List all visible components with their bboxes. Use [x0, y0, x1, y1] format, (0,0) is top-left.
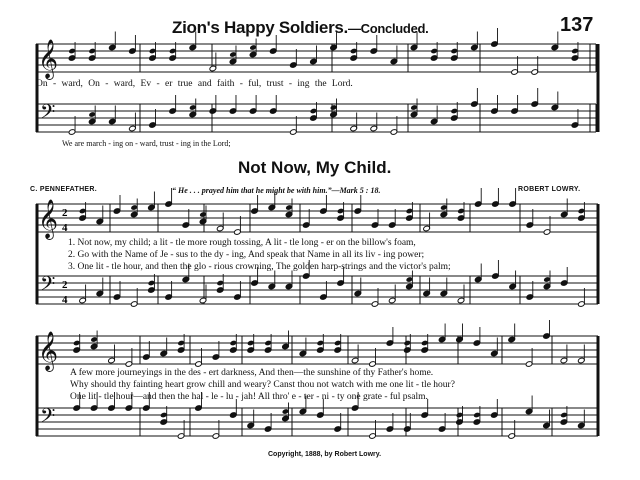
bass-clef: 𝄢 — [40, 272, 56, 300]
treble-clef: 𝄞 — [38, 39, 59, 79]
bass-clef: 𝄢 — [40, 100, 56, 128]
time-signature-top: 2 — [62, 279, 68, 291]
hymn2-verse3-line1: 3. One lit - tle hour, and then the glo - rious crowning, The golden harp-strings and the victor's palm; — [68, 262, 451, 272]
hymn2-verse1-line1: 1. Not now, my child; a lit - tle more rough tossing, A lit - tle long - er on the billow's foam, — [68, 238, 416, 248]
hymn2-lyricist: C. PENNEFATHER. — [30, 186, 97, 193]
hymn2-verse3-line2: One lit - tle hour—and then the hal - le - lu - jah! All thro' e - ter - ni - ty one grate - ful psalm. — [70, 392, 428, 402]
bass-clef: 𝄢 — [40, 404, 56, 432]
hymn1-lyrics-treble: On - ward, On - ward, Ev - er true and faith - ful, trust - ing the Lord. — [36, 79, 353, 89]
page-number: 137 — [560, 14, 594, 36]
treble-clef: 𝄞 — [38, 199, 59, 239]
hymn2-scripture: “ He . . . prayed him that he might be with him.”—Mark 5 : 18. — [172, 186, 381, 195]
time-signature-bottom: 4 — [62, 222, 68, 234]
hymn2-composer: ROBERT LOWRY. — [518, 186, 581, 193]
time-signature-top: 2 — [62, 207, 68, 219]
hymn1-title-main: Zion's Happy Soldiers. — [172, 18, 348, 37]
time-signature-bottom: 4 — [62, 294, 68, 306]
hymn1-title-subtitle: —Concluded. — [347, 21, 429, 36]
hymn2-verse2-line1: 2. Go with the Name of Je - sus to the dy - ing, And speak that Name in all its liv - ing power; — [68, 250, 425, 260]
hymn2-title: Not Now, My Child. — [238, 158, 392, 177]
hymn1-lyrics-bass: We are march - ing on - ward, trust - ing in the Lord; — [62, 139, 231, 148]
hymn2-verse2-line2: Why should thy fainting heart grow chill and weary? Canst thou not watch with me one lit - tle hour? — [70, 380, 455, 390]
hymn2-verse1-line2: A few more journeyings in the des - ert darkness, And then—the sunshine of thy Father's home. — [70, 368, 434, 378]
copyright-notice: Copyright, 1888, by Robert Lowry. — [268, 451, 382, 458]
treble-clef: 𝄞 — [38, 331, 59, 371]
